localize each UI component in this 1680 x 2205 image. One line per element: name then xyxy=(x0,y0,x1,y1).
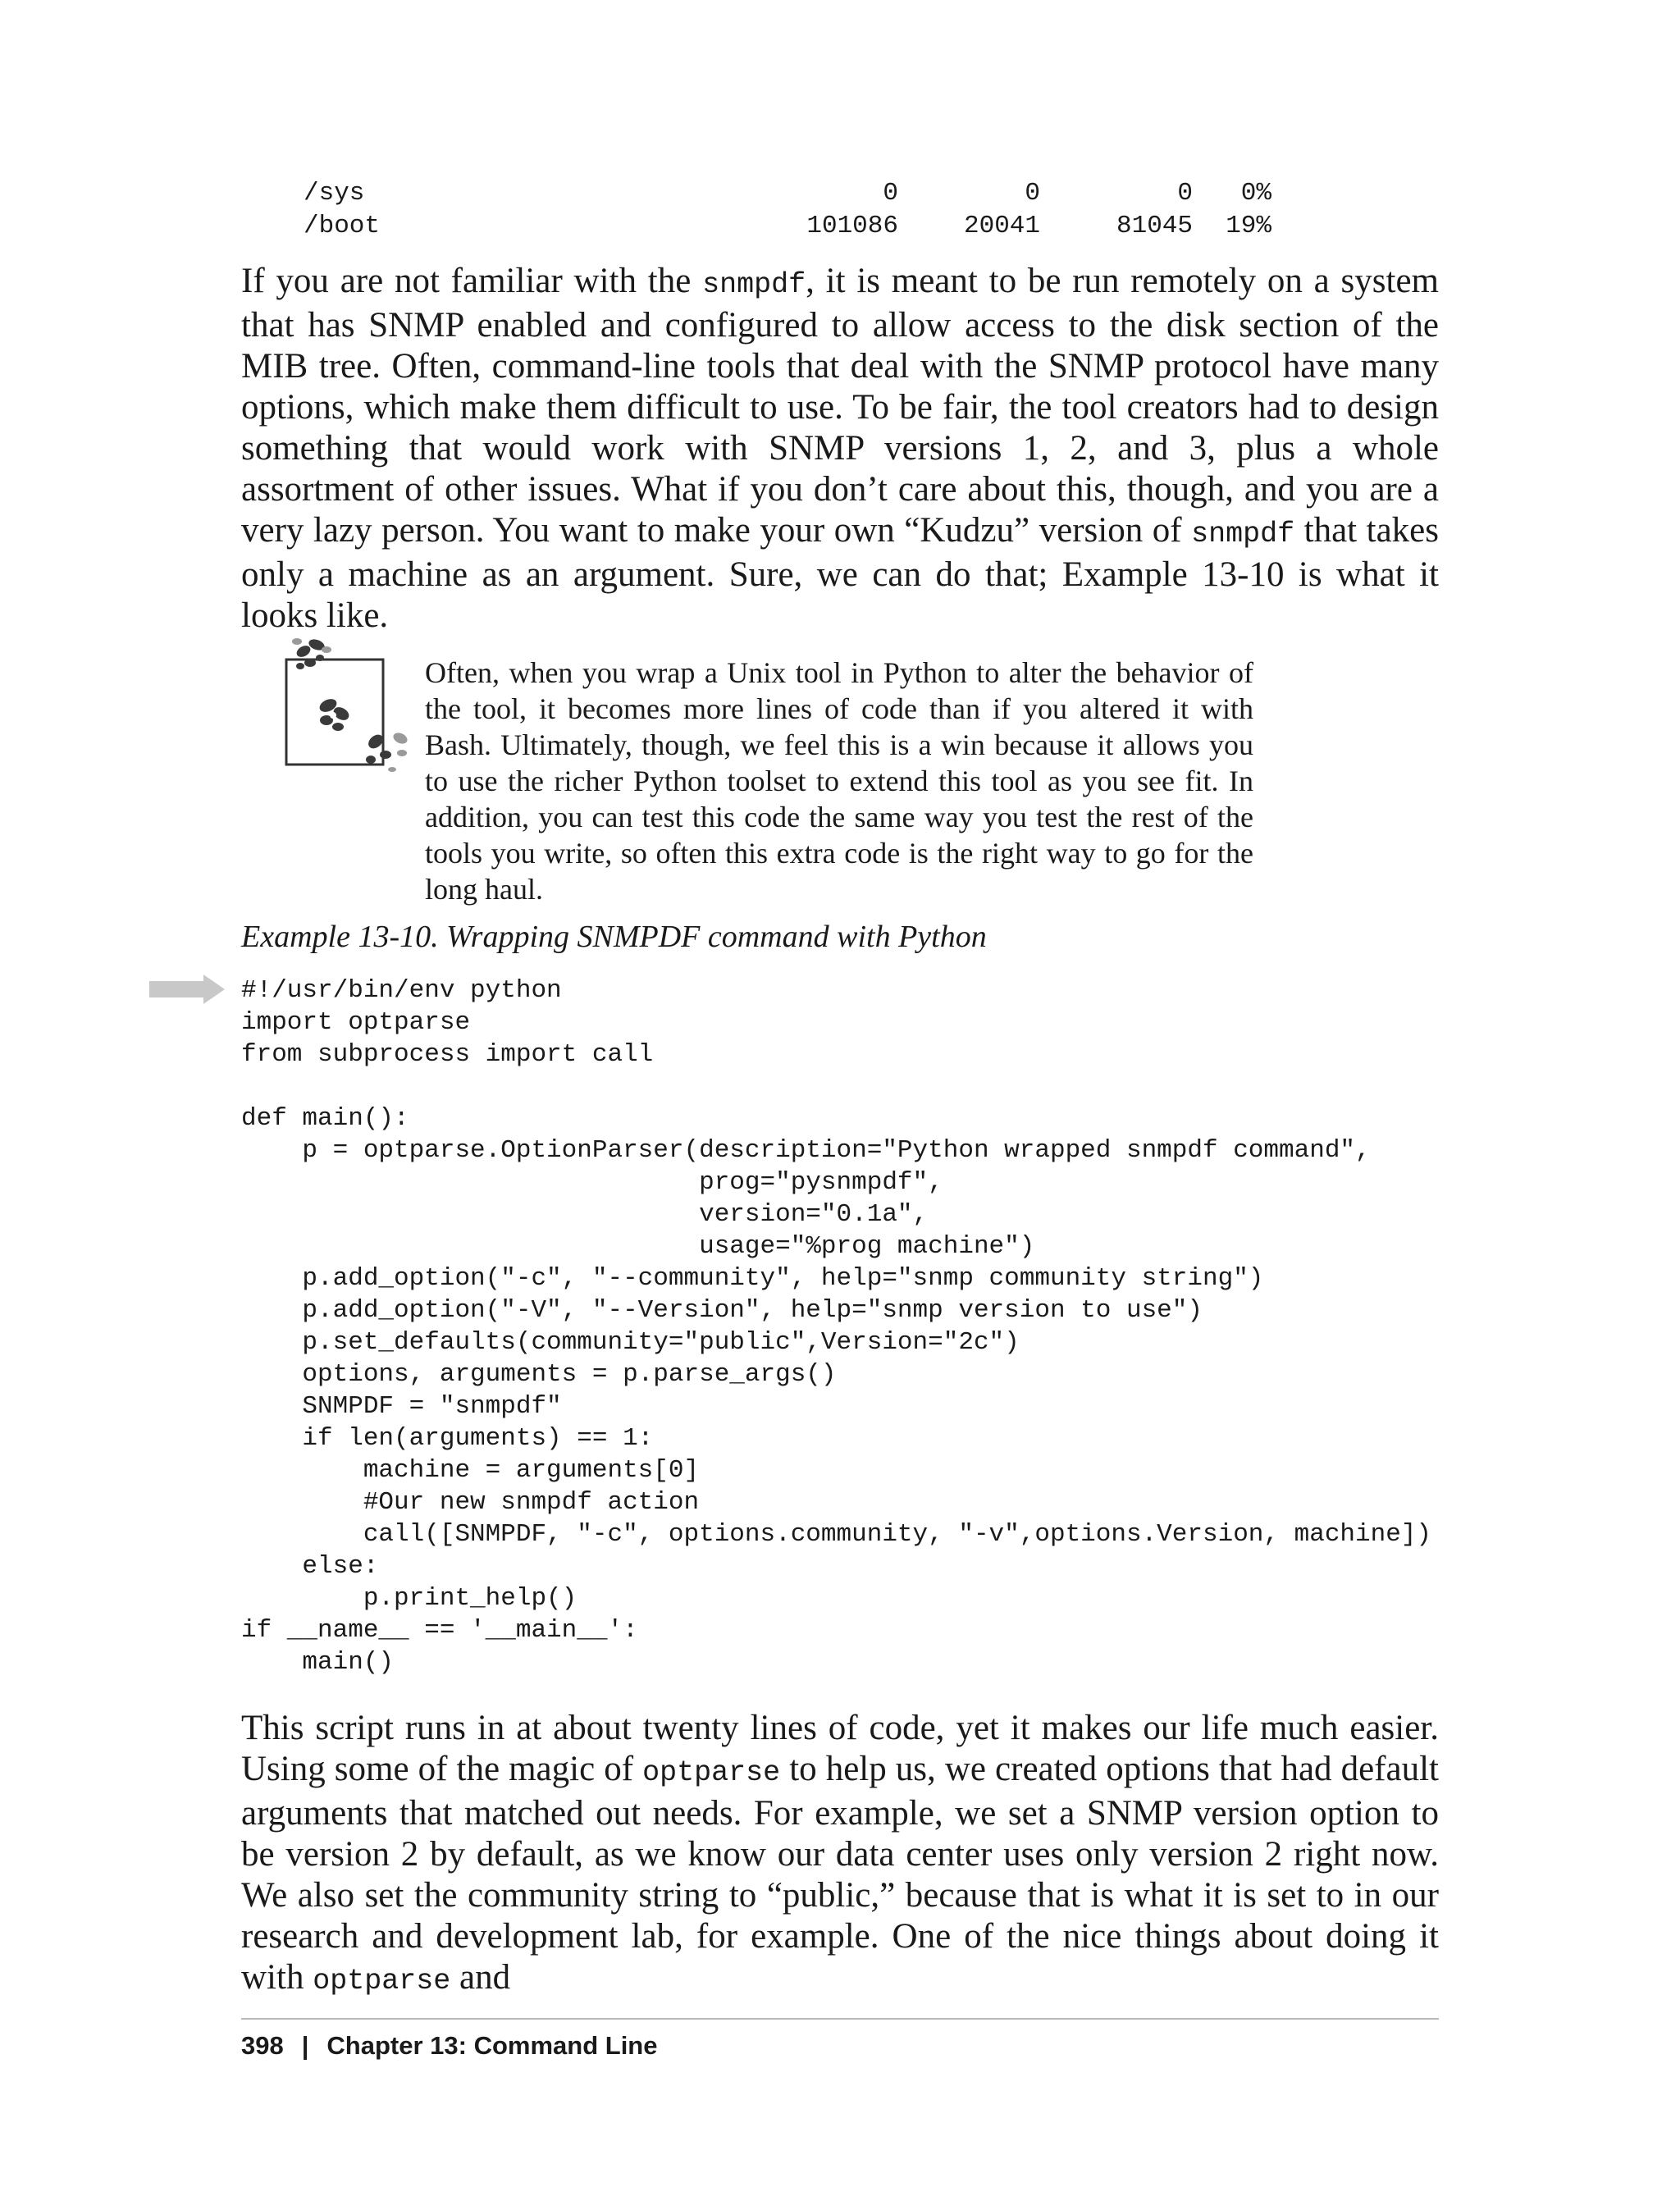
para-text: If you are not familiar with the xyxy=(241,262,703,300)
para-text: This script runs in at about twenty lines of code, yet it makes our life much easier. Using some of the magic of xyxy=(241,1709,1439,1788)
example-caption: Example 13-10. Wrapping SNMPDF command with Python xyxy=(241,920,987,954)
footer-separator: | xyxy=(301,2031,309,2060)
df-cell-used: 20041 xyxy=(963,212,1040,240)
body-paragraph-intro xyxy=(241,261,1439,637)
code-listing: #!/usr/bin/env python import optparse from subprocess import call def main(): p = optparse.OptionParser(description="Python wrapped snmpdf command", prog="pysnmpdf", version="0.1a", usage="%prog machine") p.add_option("-c", "--community", help="snmp community string") p.add_option("-V", "--Version", help="snmp version to use") p.set_defaults(community="public",Version="2c") options, arguments = p.parse_args() SNMPDF = "snmpdf" if len(arguments) == 1: machine = arguments[0] #Our new snmpdf action call([SNMPDF, "-c", options.community, "-v",options.Version, machine]) else: p.print_help() if __name__ == '__main__': main() xyxy=(241,976,1432,1677)
df-cell-size: 0 xyxy=(883,179,898,208)
tip-note-text: Often, when you wrap a Unix tool in Python to alter the behavior of the tool, it becomes more lines of code than if you altered it with Bash. Ultimately, though, we feel this is a win because it allows you to use the richer Python toolset to extend this tool as you see fit. In addition, you can test this code the same way you test the rest of the tools you write, so often this extra code is the right way to go for the long haul. xyxy=(425,656,1253,906)
inline-code: optparse xyxy=(642,1756,781,1789)
page-number: 398 xyxy=(241,2031,284,2060)
df-cell-size: 101086 xyxy=(806,212,898,240)
page-footer xyxy=(241,2028,657,2064)
df-cell-percent: 0% xyxy=(1240,179,1271,208)
para-text: and xyxy=(450,1958,511,1997)
para-text: to help us, we created options that had default arguments that matched out needs. For example, we set a SNMP version option to be version 2 by default, as we know our data center uses only version 2 right now. We also set the community string to “public,” because that is what it is set to in our research and development lab, for example. One of the nice things about doing it with xyxy=(241,1750,1439,1997)
inline-code: snmpdf xyxy=(1191,518,1295,550)
df-output-table xyxy=(304,177,1271,243)
chapter-title: Chapter 13: Command Line xyxy=(326,2031,658,2060)
df-cell-used: 0 xyxy=(1025,179,1040,208)
df-cell-avail: 81045 xyxy=(1116,212,1193,240)
footer-rule xyxy=(241,2018,1439,2020)
df-cell-percent: 19% xyxy=(1226,212,1271,240)
squirrel-tip-icon xyxy=(279,625,418,781)
inline-code: optparse xyxy=(313,1965,451,1997)
df-row-boot xyxy=(304,210,1271,243)
arrow-marker-icon xyxy=(149,975,225,1004)
df-row-sys xyxy=(304,177,1271,210)
para-text: that takes only a machine as an argument. Sure, we can do that; Example 13-10 is what it looks like. xyxy=(241,511,1439,635)
body-paragraph-explanation xyxy=(241,1708,1439,2002)
df-cell-filesystem: /sys xyxy=(304,179,365,208)
df-cell-avail: 0 xyxy=(1177,179,1193,208)
inline-code: snmpdf xyxy=(702,268,806,301)
df-cell-filesystem: /boot xyxy=(304,212,381,240)
para-text: , it is meant to be run remotely on a system that has SNMP enabled and configured to allow access to the disk section of the MIB tree. Often, command-line tools that deal with the SNMP protocol have many options, which make them difficult to use. To be fair, the tool creators had to design something that would work with SNMP versions 1, 2, and 3, plus a whole assortment of other issues. What if you don’t care about this, though, and you are a very lazy person. You want to make your own “Kudzu” version of xyxy=(241,262,1439,550)
tip-note xyxy=(279,625,1304,906)
